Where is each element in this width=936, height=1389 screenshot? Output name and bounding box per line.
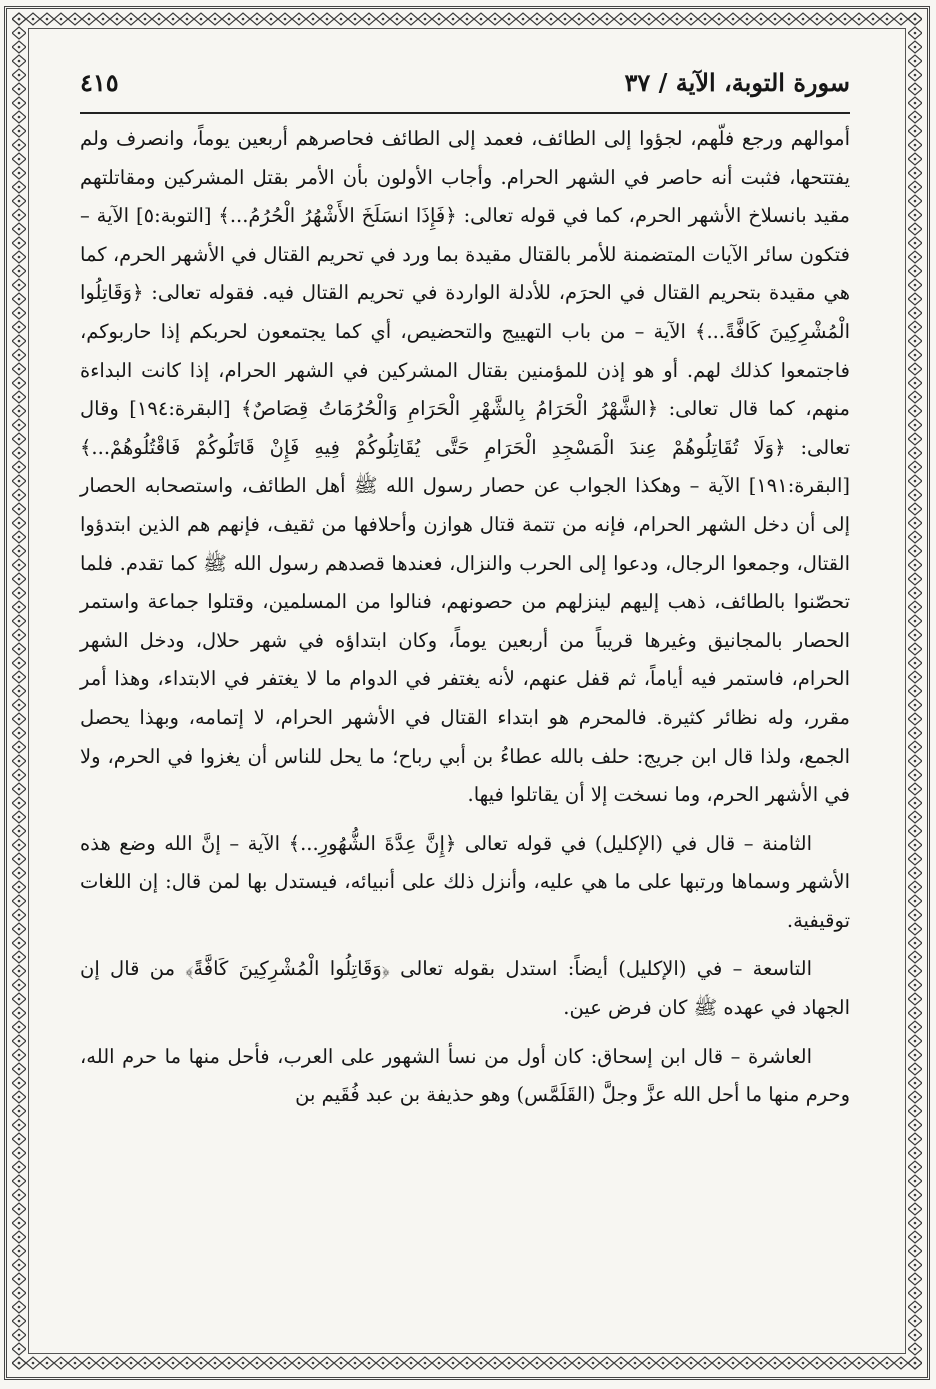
- paragraph-3: التاسعة – في (الإكليل) أيضاً: استدل بقوله تعالى ﴿وَقَاتِلُوا الْمُشْرِكِينَ كَافَّةً﴾ من قال إن الجهاد في عهده ﷺ كان فرض عين.: [80, 957, 850, 1020]
- running-title: سورة التوبة، الآية / ٣٧: [624, 68, 850, 97]
- body-text: [80, 120, 850, 1115]
- paragraph-4: العاشرة – قال ابن إسحاق: كان أول من نسأ الشهور على العرب، فأحل منها ما حرم الله، وحرم منها ما أحل الله عزَّ وجلَّ (القَلَمَّس) وهو حذيفة بن عبد فُقَيم بن: [80, 1044, 850, 1107]
- ornamental-border-bottom: [12, 1356, 922, 1370]
- ornamental-border-right: [908, 12, 922, 1370]
- ornamental-border-top: [12, 12, 922, 26]
- ornamental-border-left: [12, 12, 26, 1370]
- page-number: ٤١٥: [80, 68, 119, 97]
- header-rule: [80, 112, 850, 114]
- paragraph-1: أموالهم ورجع فلّهم، لجؤوا إلى الطائف، فعمد إلى الطائف فحاصرهم أربعين يوماً، وانصرف ولم يفتتحها، فثبت أنه حاصر في الشهر الحرام. وأجاب الأولون بأن الأمر بقتل المشركين ومقاتلتهم مقيد بانسلاخ الأشهر الحرم، كما في قوله تعالى: ﴿فَإِذَا انسَلَخَ الأَشْهُرُ الْحُرُمُ...﴾ [التوبة:٥] الآية – فتكون سائر الآيات المتضمنة للأمر بالقتال مقيدة بما ورد في تحريم القتال في الأشهر الحرم، كما هي مقيدة بتحريم القتال في الحرَم، للأدلة الواردة في تحريم القتال فيه. فقوله تعالى: ﴿وَقَاتِلُوا الْمُشْرِكِينَ كَافَّةً...﴾ الآية – من باب التهييج والتحضيص، أي كما يجتمعون لحربكم إذا حاربوكم، فاجتمعوا كذلك لهم. أو هو إذن للمؤمنين بقتال المشركين في الشهر الحرام، إذا كانت البداءة منهم، كما قال تعالى: ﴿الشَّهْرُ الْحَرَامُ بِالشَّهْرِ الْحَرَامِ وَالْحُرُمَاتُ قِصَاصٌ﴾ [البقرة:١٩٤] وقال تعالى: ﴿وَلَا تُقَاتِلُوهُمْ عِندَ الْمَسْجِدِ الْحَرَامِ حَتَّى يُقَاتِلُوكُمْ فِيهِ فَإِنْ قَاتَلُوكُمْ فَاقْتُلُوهُمْ...﴾ [البقرة:١٩١] الآية – وهكذا الجواب عن حصار رسول الله ﷺ أهل الطائف، واستصحابه الحصار إلى أن دخل الشهر الحرام، فإنه من تتمة قتال هوازن وأحلافها من ثقيف، فإنهم هم الذين ابتدؤوا القتال، وجمعوا الرجال، ودعوا إلى الحرب والنزال، فعندها قصدهم رسول الله ﷺ كما تقدم. فلما تحصّنوا بالطائف، ذهب إليهم لينزلهم من حصونهم، فنالوا من المسلمين، وقتلوا جماعة واستمر الحصار بالمجانيق وغيرها قريباً من أربعين يوماً، وكان ابتداؤه في شهر حلال، ودخل الشهر الحرام، فاستمر فيه أياماً، ثم قفل عنهم، لأنه يغتفر في الدوام ما لا يغتفر في الابتداء، وهذا أمر مقرر، وله نظائر كثيرة. فالمحرم هو ابتداء القتال في الأشهر الحرام، لا إتمامه، وبهذا يحصل الجمع، ولذا قال ابن جريج: حلف بالله عطاءُ بن أبي رباح؛ ما يحل للناس أن يغزوا في الحرم، ولا في الأشهر الحرم، وما نسخت إلا أن يقاتلوا فيها.: [80, 127, 851, 807]
- paragraph-2: الثامنة – قال في (الإكليل) في قوله تعالى ﴿إِنَّ عِدَّةَ الشُّهُورِ...﴾ الآية – إنَّ الله وضع هذه الأشهر وسماها ورتبها على ما هي عليه، وأنزل ذلك على أنبيائه، فيستدل بها لمن قال: إن اللغات توقيفية.: [80, 831, 850, 932]
- page-header: [80, 66, 850, 106]
